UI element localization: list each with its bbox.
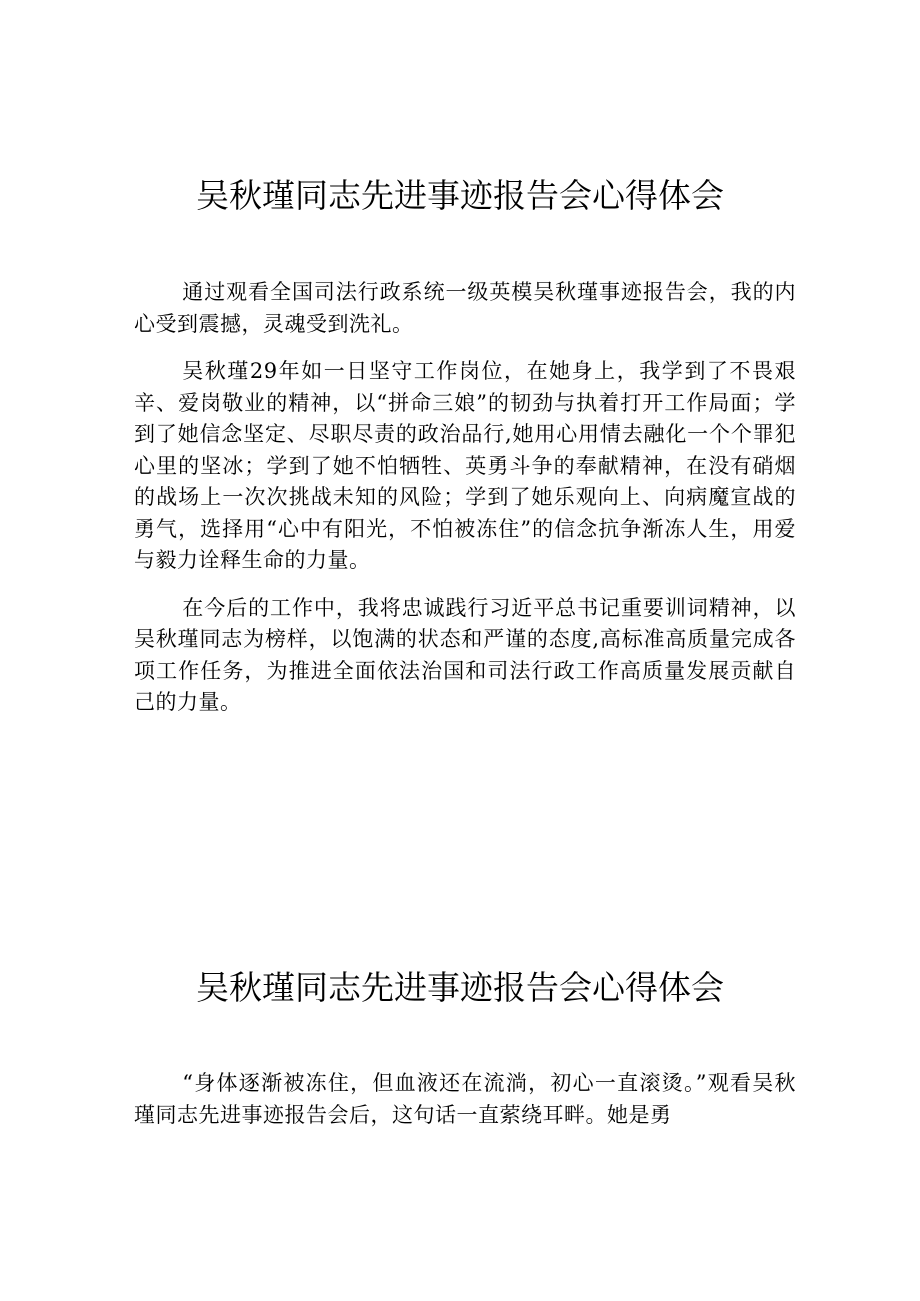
article-1-body [134, 277, 796, 719]
article-1-paragraph-3: 在今后的工作中，我将忠诚践行习近平总书记重要训词精神，以吴秋瑾同志为榜样，以饱满的状态和严谨的态度,高标准高质量完成各项工作任务，为推进全面依法治国和司法行政工作高质量发展贡献自己的力量。 [134, 595, 796, 714]
article-2-body [134, 1068, 796, 1131]
article-2-paragraph-1: “身体逐渐被冻住，但血液还在流淌，初心一直滚烫。”观看吴秋瑾同志先进事迹报告会后，这句话一直萦绕耳畔。她是勇 [134, 1071, 796, 1127]
article-1-title: 吴秋瑾同志先进事迹报告会心得体会 [196, 176, 724, 215]
article-2-title: 吴秋瑾同志先进事迹报告会心得体会 [196, 968, 724, 1007]
article-1-paragraph-1: 通过观看全国司法行政系统一级英模吴秋瑾事迹报告会，我的内心受到震撼，灵魂受到洗礼。 [134, 280, 796, 336]
article-1-paragraph-2: 吴秋瑾29年如一日坚守工作岗位，在她身上，我学到了不畏艰辛、爱岗敬业的精神，以“拼命三娘”的韧劲与执着打开工作局面；学到了她信念坚定、尽职尽责的政治品行,她用心用情去融化一个个罪犯心里的坚冰；学到了她不怕牺牲、英勇斗争的奉献精神，在没有硝烟的战场上一次次挑战未知的风险；学到了她乐观向上、向病魔宣战的勇气，选择用“心中有阳光，不怕被冻住”的信念抗争渐冻人生，用爱与毅力诠释生命的力量。 [134, 359, 796, 572]
